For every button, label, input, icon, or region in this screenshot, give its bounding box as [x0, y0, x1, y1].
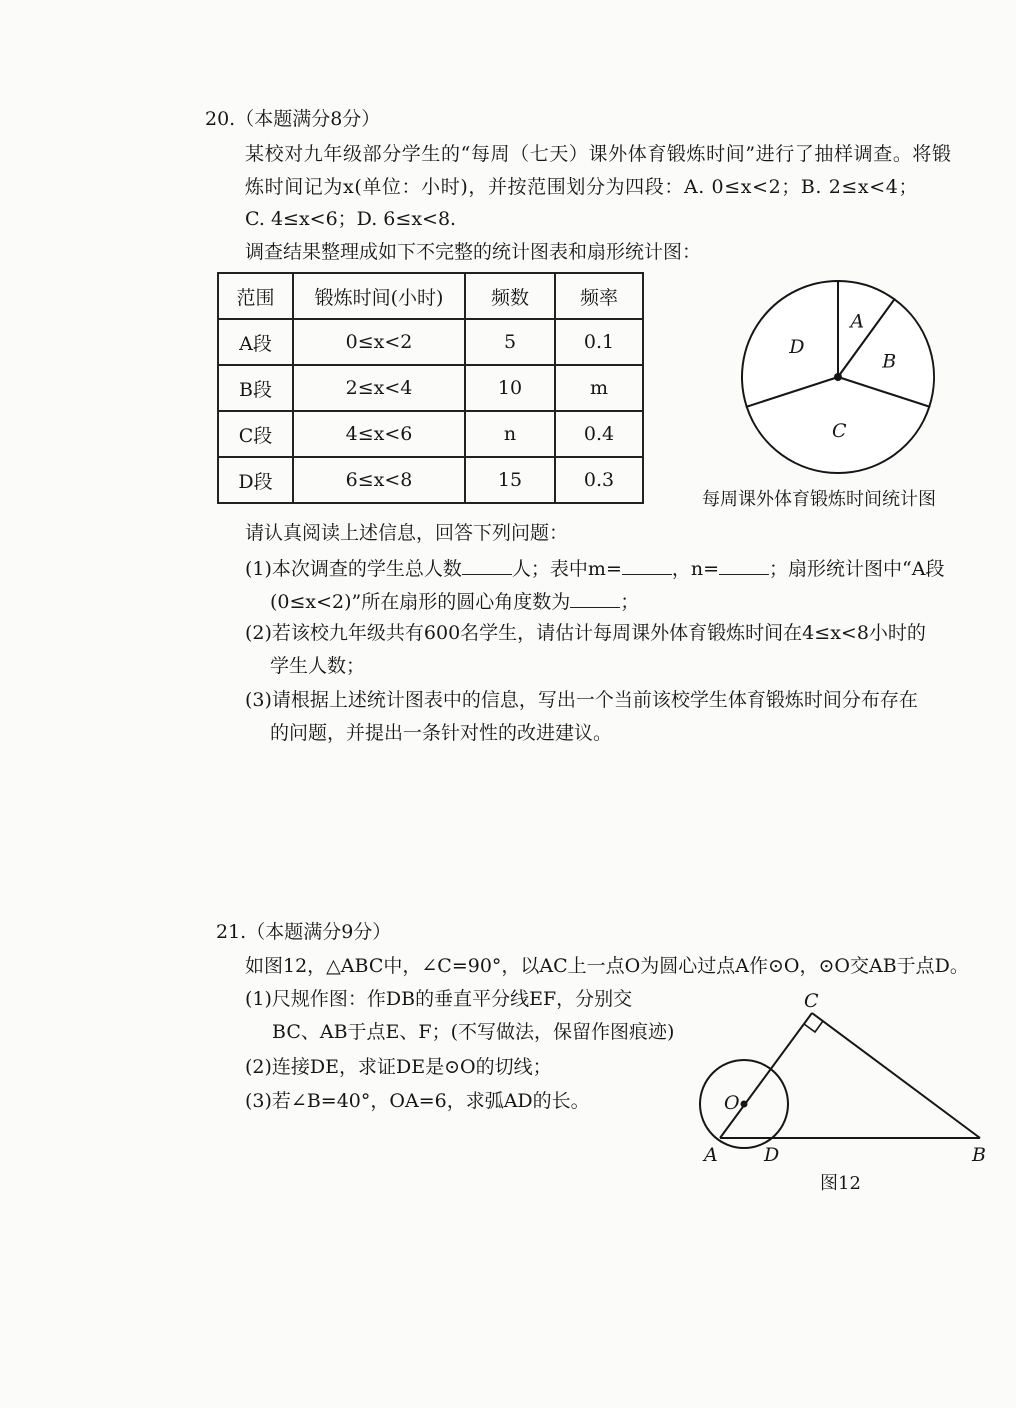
segment-cb [812, 1013, 980, 1138]
frequency-table [217, 272, 644, 504]
pie-chart [738, 277, 938, 477]
q20-part3-line2: 的问题，并提出一条针对性的改进建议。 [270, 722, 613, 744]
table-row [218, 365, 643, 411]
q21-part1-line2: BC、AB于点E、F；(不写做法，保留作图痕迹) [272, 1021, 675, 1043]
part1-text-end: ； [620, 591, 640, 613]
label-d: D [764, 1144, 780, 1166]
label-c: C [804, 990, 819, 1012]
table-cell: 5 [465, 319, 555, 365]
q20-intro-line3: C. 4≤x<6；D. 6≤x<8. [245, 208, 457, 230]
pie-label-d: D [789, 335, 805, 358]
table-cell: 10 [465, 365, 555, 411]
table-cell: C段 [218, 411, 293, 457]
q20-intro-line1: 某校对九年级部分学生的“每周（七天）课外体育锻炼时间”进行了抽样调查。将锻 [245, 143, 952, 165]
table-cell: m [555, 365, 643, 411]
table-cell: 6≤x<8 [293, 457, 465, 503]
q20-part3-line1: (3)请根据上述统计图表中的信息，写出一个当前该校学生体育锻炼时间分布存在 [245, 689, 918, 711]
table-cell: 0.1 [555, 319, 643, 365]
pie-label-b: B [882, 350, 897, 373]
segment-ac [720, 1013, 812, 1138]
table-header-cell: 范围 [218, 273, 293, 319]
part1-text-a: (1)本次调查的学生总人数 [245, 558, 462, 580]
answer-blank[interactable] [462, 556, 512, 575]
part1-text-d: ；扇形统计图中“A段 [769, 558, 945, 580]
center-point-o [741, 1101, 748, 1108]
q20-part2-line2: 学生人数； [270, 655, 366, 677]
table-cell: A段 [218, 319, 293, 365]
q21-header: 21.（本题满分9分） [216, 921, 392, 943]
answer-blank[interactable] [622, 556, 672, 575]
table-row [218, 457, 643, 503]
table-cell: 0≤x<2 [293, 319, 465, 365]
table-header-cell: 频数 [465, 273, 555, 319]
q20-intro-line2: 炼时间记为x(单位：小时)，并按范围划分为四段：A. 0≤x<2；B. 2≤x<4； [245, 176, 919, 198]
part1-text-c: ，n= [671, 558, 720, 580]
part1-text-b: 人；表中m= [511, 558, 622, 580]
q21-part3: (3)若∠B=40°，OA=6，求弧AD的长。 [245, 1090, 590, 1112]
q20-part1-line1 [245, 556, 944, 582]
table-row [218, 411, 643, 457]
label-b: B [972, 1144, 986, 1166]
table-cell: 0.4 [555, 411, 643, 457]
table-header-cell: 频率 [555, 273, 643, 319]
pie-caption: 每周课外体育锻炼时间统计图 [702, 489, 936, 510]
part1-text-line2: (0≤x<2)”所在扇形的圆心角度数为 [270, 591, 571, 613]
q21-part1-line1: (1)尺规作图：作DB的垂直平分线EF，分别交 [245, 988, 633, 1010]
table-cell: 2≤x<4 [293, 365, 465, 411]
pie-label-a: A [850, 310, 865, 333]
q20-part2-line1: (2)若该校九年级共有600名学生，请估计每周课外体育锻炼时间在4≤x<8小时的 [245, 622, 926, 644]
table-cell: D段 [218, 457, 293, 503]
label-o: O [724, 1092, 740, 1114]
q20-part1-line2 [270, 589, 639, 615]
table-cell: n [465, 411, 555, 457]
q20-header: 20.（本题满分8分） [205, 108, 381, 130]
answer-blank[interactable] [719, 556, 769, 575]
pie-label-c: C [832, 419, 847, 442]
q20-intro-line4: 调查结果整理成如下不完整的统计图表和扇形统计图： [245, 241, 702, 263]
q20-prompt: 请认真阅读上述信息，回答下列问题： [245, 522, 569, 544]
table-cell: B段 [218, 365, 293, 411]
q21-intro: 如图12，△ABC中，∠C=90°，以AC上一点O为圆心过点A作⊙O，⊙O交AB于点D。 [245, 955, 969, 977]
table-cell: 0.3 [555, 457, 643, 503]
geometry-figure [690, 985, 990, 1165]
table-header-cell: 锻炼时间(小时) [293, 273, 465, 319]
pie-center-dot [834, 373, 842, 381]
figure-caption: 图12 [820, 1173, 861, 1194]
table-cell: 4≤x<6 [293, 411, 465, 457]
answer-blank[interactable] [570, 589, 620, 608]
q21-part2: (2)连接DE，求证DE是⊙O的切线； [245, 1056, 552, 1078]
right-angle-mark [804, 1021, 823, 1032]
table-row [218, 319, 643, 365]
label-a: A [704, 1144, 718, 1166]
table-cell: 15 [465, 457, 555, 503]
table-header-row [218, 273, 643, 319]
